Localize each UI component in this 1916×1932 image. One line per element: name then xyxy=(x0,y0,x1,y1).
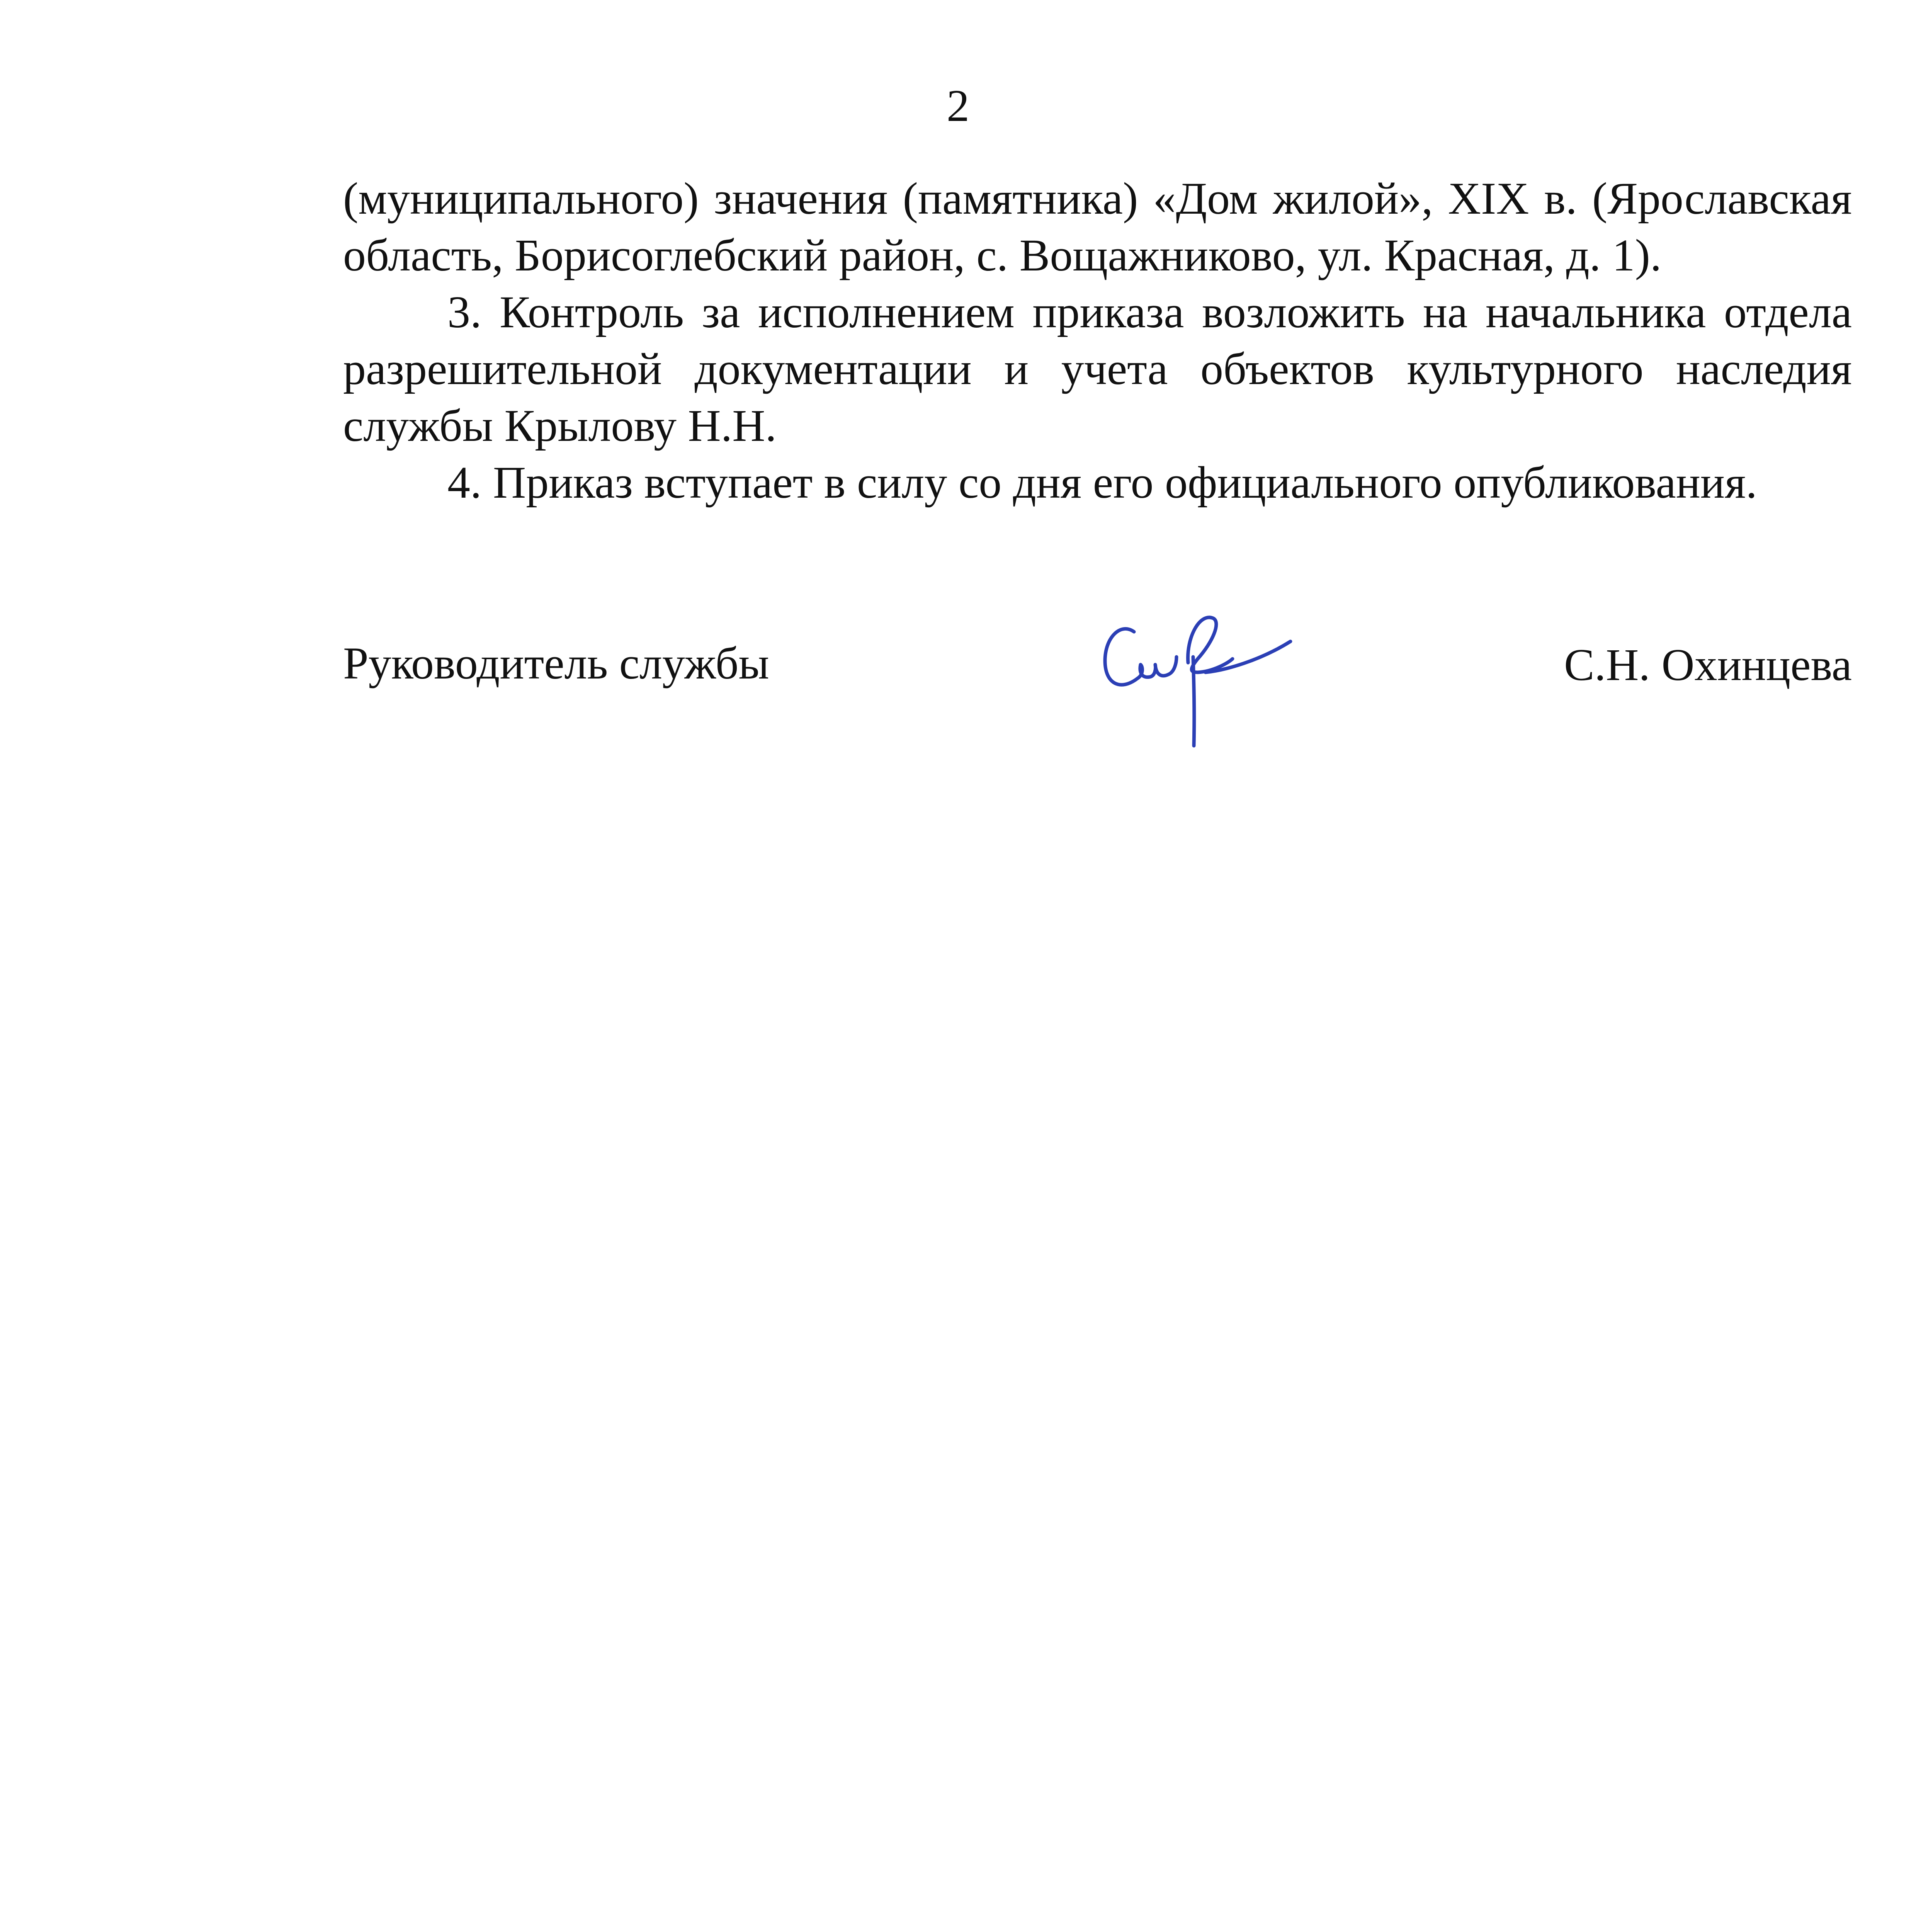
page-number: 2 xyxy=(947,80,969,131)
handwritten-signature xyxy=(1097,595,1298,757)
paragraph-continuation: (муниципального) значения (памятника) «Дом жилой», XIX в. (Ярославская область, Борисоглебский район, с. Вощажниково, ул. Красная, д. 1). xyxy=(343,173,1852,281)
paragraph-item-3: 3. Контроль за исполнением приказа возложить на начальника отдела разрешительной документации и учета объектов культурного наследия службы Крылову Н.Н. xyxy=(343,287,1852,451)
signatory-position: Руководитель службы xyxy=(343,638,769,689)
paragraph-item-4: 4. Приказ вступает в силу со дня его официального опубликования. xyxy=(447,457,1757,508)
signatory-name: С.Н. Охинцева xyxy=(1564,639,1852,690)
document-body xyxy=(343,170,1852,511)
